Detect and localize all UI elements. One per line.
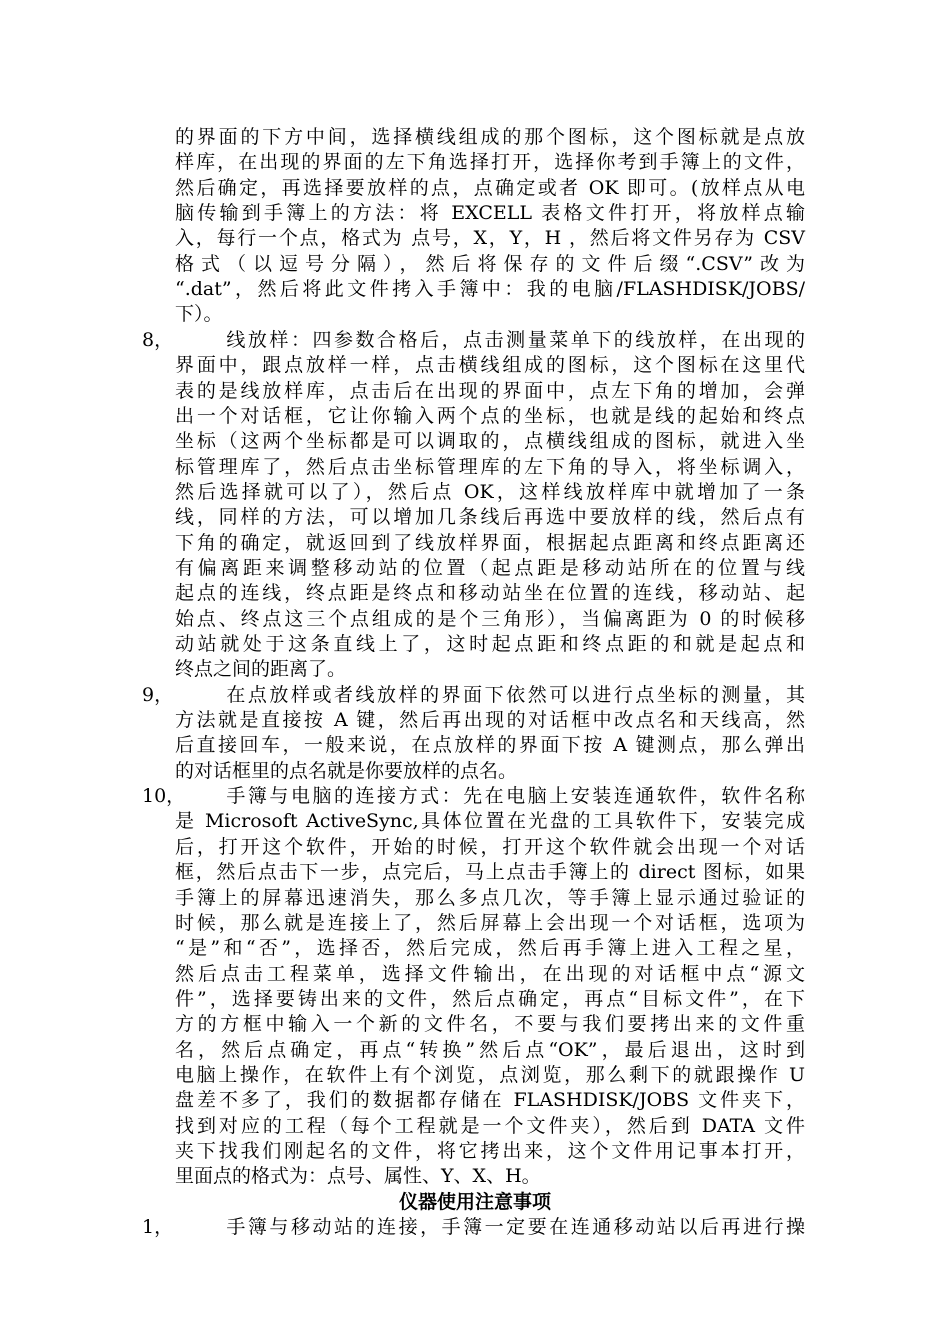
paragraph-line: 下）。 — [175, 303, 223, 326]
paragraph-line: 标管理库了，然后点击坐标管理库的左下角的导入，将坐标调入， — [175, 455, 805, 478]
paragraph-line: 动站就处于这条直线上了，这时起点距和终点距的和就是起点和 — [175, 633, 805, 655]
paragraph-line: 后直接回车，一般来说，在点放样的界面下按 A 键测点，那么弹出 — [175, 734, 805, 757]
paragraph-line: 方的方框中输入一个新的文件名，不要与我们要拷出来的文件重 — [175, 1013, 805, 1036]
paragraph-line: “.dat”，然后将此文件拷入手簿中：我的电脑/FLASHDISK/JOBS/ — [175, 278, 805, 301]
paragraph-line: 脑传输到手簿上的方法：将 EXCELL 表格文件打开，将放样点输 — [175, 202, 805, 225]
paragraph-line: 出一个对话框，它让你输入两个点的坐标，也就是线的起始和终点 — [175, 404, 805, 427]
paragraph-line: 里面点的格式为：点号、属性、Y、X、H。 — [175, 1165, 541, 1188]
paragraph-line: 手簿与移动站的连接，手簿一定要在连通移动站以后再进行操 — [175, 1216, 805, 1239]
list-item-number: 10， — [142, 785, 186, 808]
paragraph-line: 手簿与电脑的连接方式：先在电脑上安装连通软件，软件名称 — [175, 785, 805, 808]
paragraph-line: 名，然后点确定，再点“转换”然后点“OK”，最后退出，这时到 — [175, 1038, 805, 1061]
section-heading: 仪器使用注意事项 — [398, 1190, 551, 1213]
list-item-number: 8， — [142, 328, 174, 351]
list-item-number: 1， — [142, 1216, 174, 1239]
paragraph-line: 的界面的下方中间，选择横线组成的那个图标，这个图标就是点放 — [175, 126, 805, 148]
paragraph-line: 样库，在出现的界面的左下角选择打开，选择你考到手簿上的文件， — [175, 151, 805, 174]
paragraph-line: 线放样：四参数合格后，点击测量菜单下的线放样，在出现的 — [175, 328, 805, 351]
paragraph-line: 框，然后点击下一步，点完后，马上点击手簿上的 direct 图标，如果 — [175, 861, 805, 884]
paragraph-line: 件”，选择要铸出来的文件，然后点确定，再点“目标文件”，在下 — [175, 987, 805, 1010]
paragraph-line: 然后选择就可以了），然后点 OK，这样线放样库中就增加了一条 — [175, 480, 805, 503]
paragraph-line: 格式（以逗号分隔），然后将保存的文件后缀“.CSV”改为 — [175, 252, 805, 275]
paragraph-line: 入，每行一个点，格式为 点号，X，Y，H ，然后将文件另存为 CSV — [175, 227, 805, 250]
paragraph-line: 找到对应的工程（每个工程就是一个文件夹），然后到 DATA 文件 — [175, 1114, 805, 1137]
paragraph-line: 有偏离距来调整移动站的位置（起点距是移动站所在的位置与线 — [175, 556, 805, 579]
paragraph-line: 线，同样的方法，可以增加几条线后再选中要放样的线，然后点有 — [175, 506, 805, 529]
paragraph-line: 起点的连线，终点距是终点和移动站坐在位置的连线，移动站、起 — [175, 582, 805, 605]
paragraph-line: 坐标（这两个坐标都是可以调取的，点横线组成的图标，就进入坐 — [175, 430, 805, 453]
paragraph-line: 在点放样或者线放样的界面下依然可以进行点坐标的测量，其 — [175, 683, 805, 706]
paragraph-line: 是 Microsoft ActiveSync,具体位置在光盘的工具软件下，安装完成 — [175, 810, 805, 833]
paragraph-line: 下角的确定，就返回到了线放样界面，根据起点距离和终点距离还 — [175, 531, 805, 554]
paragraph-line: 方法就是直接按 A 键，然后再出现的对话框中改点名和天线高，然 — [175, 709, 805, 732]
paragraph-line: 界面中，跟点放样一样，点击横线组成的图标，这个图标在这里代 — [175, 354, 805, 377]
paragraph-line: 后，打开这个软件，开始的时候，打开这个软件就会出现一个对话 — [175, 835, 805, 858]
paragraph-line: 时候，那么就是连接上了，然后屏幕上会出现一个对话框，选项为 — [175, 911, 805, 934]
paragraph-line: 的对话框里的点名就是你要放样的点名。 — [175, 759, 518, 782]
paragraph-line: 夹下找我们刚起名的文件，将它拷出来，这个文件用记事本打开， — [175, 1140, 805, 1162]
paragraph-line: 然后点击工程菜单，选择文件输出，在出现的对话框中点“源文 — [175, 962, 805, 985]
list-item-number: 9， — [142, 683, 174, 706]
paragraph-line: 电脑上操作，在软件上有个浏览，点浏览，那么剩下的就跟操作 U — [175, 1063, 805, 1086]
paragraph-line: 盘差不多了，我们的数据都存储在 FLASHDISK/JOBS 文件夹下， — [175, 1089, 805, 1112]
paragraph-line: 然后确定，再选择要放样的点，点确定或者 OK 即可。(放样点从电 — [175, 176, 805, 199]
paragraph-line: 始点、终点这三个点组成的是个三角形），当偏离距为 0 的时候移 — [175, 607, 805, 630]
paragraph-line: “是”和“否”，选择否，然后完成，然后再手簿上进入工程之星， — [175, 937, 805, 960]
paragraph-line: 表的是线放样库，点击后在出现的界面中，点左下角的增加，会弹 — [175, 379, 805, 402]
paragraph-line: 手簿上的屏幕迅速消失，那么多点几次，等手簿上显示通过验证的 — [175, 886, 805, 909]
paragraph-line: 终点之间的距离了。 — [175, 658, 347, 681]
